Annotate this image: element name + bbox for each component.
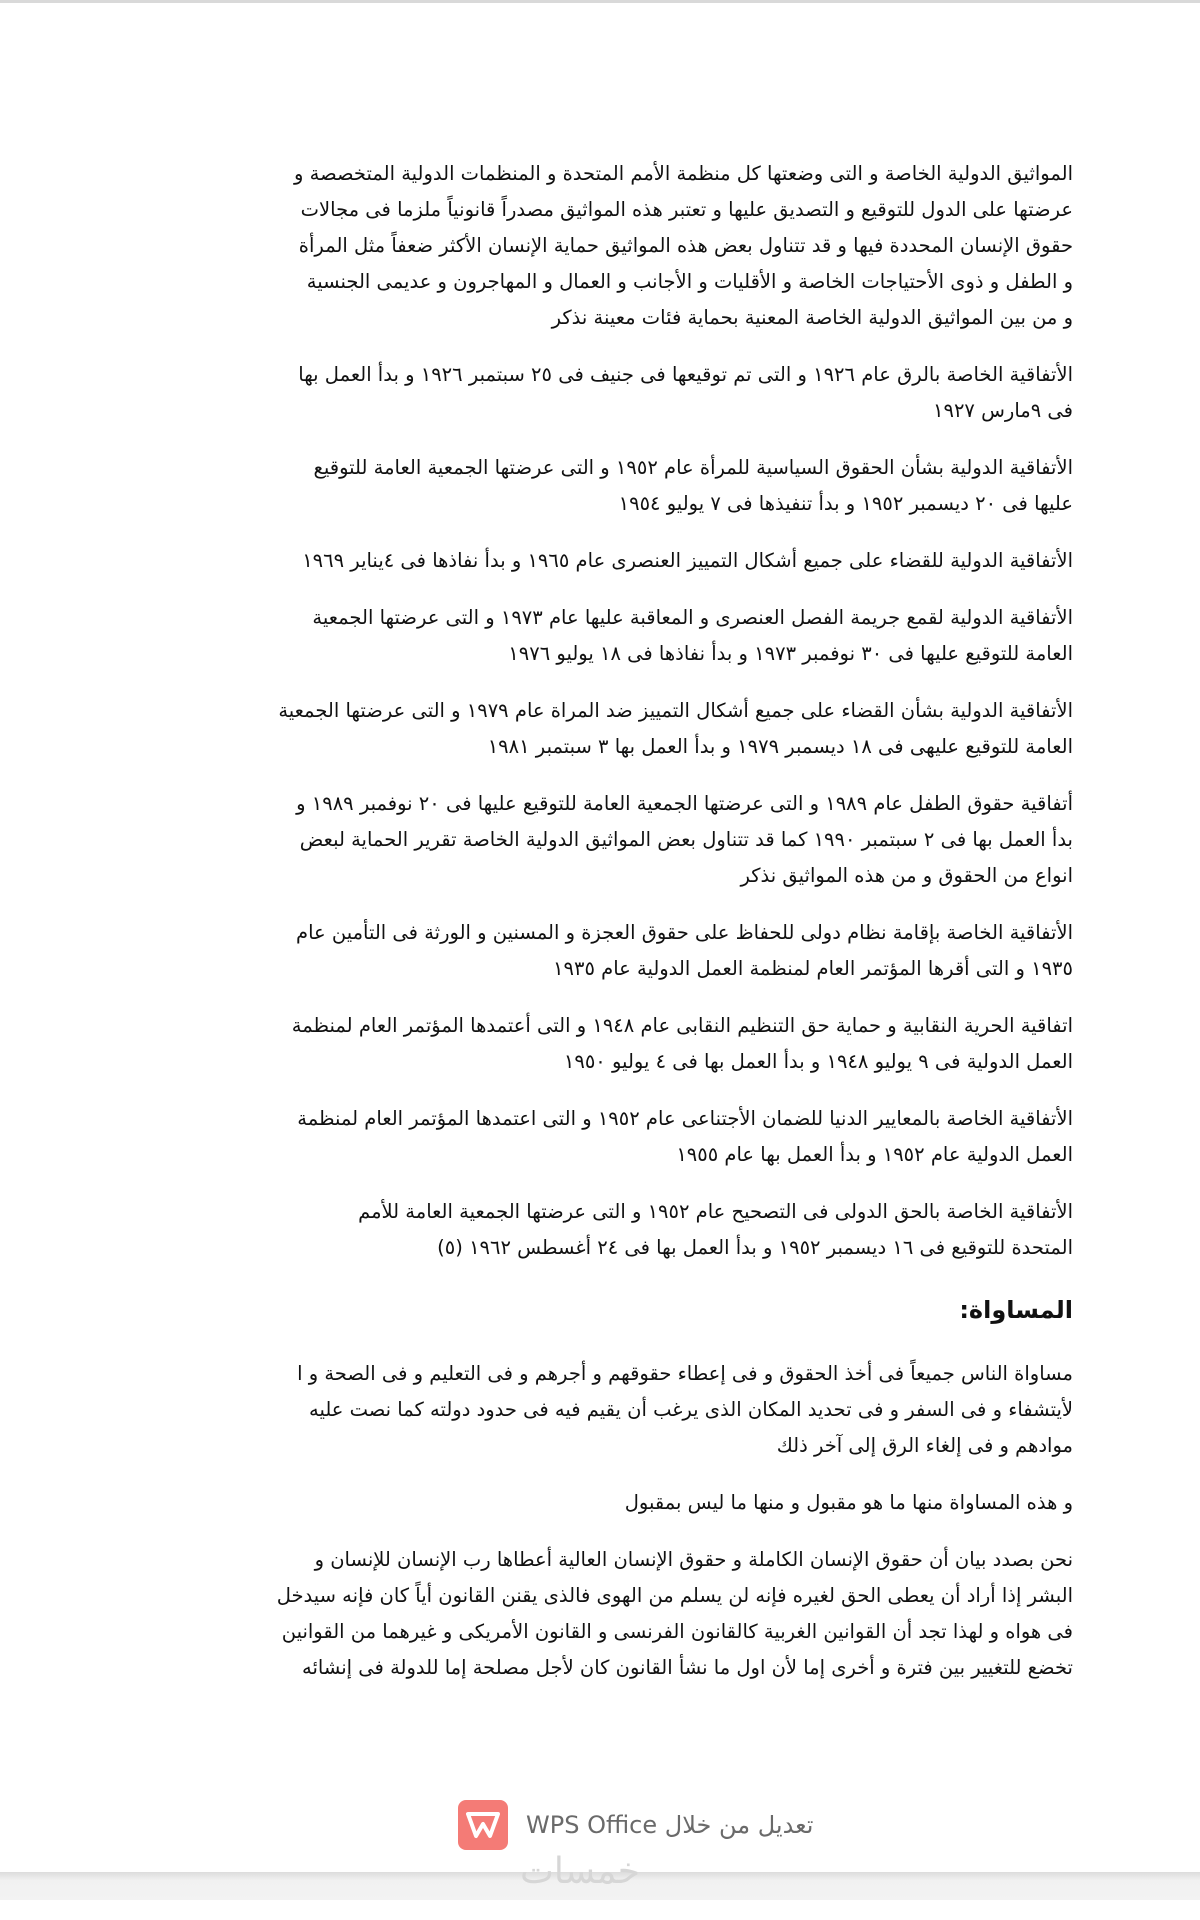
text-line: البشر إذا أراد أن يعطى الحق لغيره فإنه لن يسلم من الهوى فالذى يقنن القانون أياً كان فإنه سيدخل [276, 1584, 1073, 1607]
text-line: العامة للتوقيع عليهى فى ١٨ ديسمبر ١٩٧٩ و بدأ العمل بها ٣ سبتمبر ١٩٨١ [487, 735, 1073, 758]
text-line: الأتفاقية الدولية بشأن القضاء على جميع أشكال التمييز ضد المراة عام ١٩٧٩ و التى عرضتها الجمعية [278, 699, 1073, 722]
text-line: أتفاقية حقوق الطفل عام ١٩٨٩ و التى عرضتها الجمعية العامة للتوقيع عليها فى ٢٠ نوفمبر ١٩٨٩ و [296, 792, 1073, 815]
wps-office-banner[interactable] [458, 1800, 813, 1850]
paragraph [150, 1194, 1073, 1266]
paragraph [150, 156, 1073, 336]
text-line: مساواة الناس جميعاً فى أخذ الحقوق و فى إعطاء حقوقهم و أجرهم و فى التعليم و فى الصحة و ا [297, 1362, 1073, 1385]
text-line: حقوق الإنسان المحددة فيها و قد تتناول بعض هذه المواثيق حماية الإنسان الأكثر ضعفاً مثل المرأة [298, 234, 1073, 257]
paragraph [150, 450, 1073, 522]
document-page [150, 156, 1073, 1707]
text-line: نحن بصدد بيان أن حقوق الإنسان الكاملة و حقوق الإنسان العالية أعطاها رب الإنسان للإنسان و [314, 1548, 1073, 1571]
paragraph [150, 600, 1073, 672]
paragraph [150, 915, 1073, 987]
text-line: العمل الدولية عام ١٩٥٢ و بدأ العمل بها عام ١٩٥٥ [676, 1143, 1073, 1166]
paragraph [150, 786, 1073, 894]
paragraph [150, 1356, 1073, 1464]
text-line: ١٩٣٥ و التى أقرها المؤتمر العام لمنظمة العمل الدولية عام ١٩٣٥ [553, 957, 1073, 980]
paragraph [150, 543, 1073, 579]
text-line: الأتفاقية الخاصة بالحق الدولى فى التصحيح عام ١٩٥٢ و التى عرضتها الجمعية العامة للأمم [358, 1200, 1073, 1223]
paragraph [150, 1008, 1073, 1080]
text-line: و الطفل و ذوى الأحتياجات الخاصة و الأقليات و الأجانب و العمال و المهاجرون و عديمى الجنسية [306, 270, 1073, 293]
text-line: موادهم و فى إلغاء الرق إلى آخر ذلك [776, 1434, 1073, 1457]
text-line: العامة للتوقيع عليها فى ٣٠ نوفمبر ١٩٧٣ و بدأ نفاذها فى ١٨ يوليو ١٩٧٦ [508, 642, 1073, 665]
text-line: فى هواه و لهذا تجد أن القوانين الغربية كالقانون الفرنسى و القانون الأمريكى و غيرهما من القوانين [281, 1620, 1073, 1643]
wps-logo-icon [458, 1800, 508, 1850]
paragraph [150, 1542, 1073, 1686]
text-line: انواع من الحقوق و من هذه المواثيق نذكر [740, 864, 1073, 887]
paragraph [150, 1485, 1073, 1521]
text-line: الأتفاقية الدولية بشأن الحقوق السياسية للمرأة عام ١٩٥٢ و التى عرضتها الجمعية العامة للتوقيع [313, 456, 1073, 479]
text-line: عليها فى ٢٠ ديسمبر ١٩٥٢ و بدأ تنفيذها فى ٧ يوليو ١٩٥٤ [618, 492, 1073, 515]
section-heading: المساواة: [959, 1296, 1073, 1324]
paragraph [150, 1101, 1073, 1173]
text-line: و من بين المواثيق الدولية الخاصة المعنية بحماية فئات معينة نذكر [551, 306, 1073, 329]
edit-with-wps-text: تعديل من خلال WPS Office [526, 1811, 814, 1839]
paragraph [150, 693, 1073, 765]
text-line: الأتفاقية الخاصة بإقامة نظام دولى للحفاظ على حقوق العجزة و المسنين و الورثة فى التأمين عام [296, 921, 1073, 944]
text-line: تخضع للتغيير بين فترة و أخرى إما لأن اول ما نشأ القانون كان لأجل مصلحة إما للدولة فى إنشائه [302, 1656, 1073, 1679]
text-line: الأتفاقية الدولية للقضاء على جميع أشكال التمييز العنصرى عام ١٩٦٥ و بدأ نفاذها فى ٤يناير ١٩٦٩ [302, 549, 1073, 572]
top-border [0, 0, 1200, 3]
text-line: و هذه المساواة منها ما هو مقبول و منها ما ليس بمقبول [624, 1491, 1073, 1514]
text-line: المتحدة للتوقيع فى ١٦ ديسمبر ١٩٥٢ و بدأ العمل بها فى ٢٤ أغسطس ١٩٦٢ (٥) [437, 1236, 1073, 1259]
text-line: العمل الدولية فى ٩ يوليو ١٩٤٨ و بدأ العمل بها فى ٤ يوليو ١٩٥٠ [563, 1050, 1073, 1073]
text-line: بدأ العمل بها فى ٢ سبتمبر ١٩٩٠ كما قد تتناول بعض المواثيق الدولية الخاصة تقرير الحماية لبعض [299, 828, 1073, 851]
text-line: فى ٩مارس ١٩٢٧ [933, 399, 1073, 422]
text-line: اتفاقية الحرية النقابية و حماية حق التنظيم النقابى عام ١٩٤٨ و التى أعتمدها المؤتمر العام لمنظمة [291, 1014, 1073, 1037]
text-line: لأيتشفاء و فى السفر و فى تحديد المكان الذى يرغب أن يقيم فيه فى حدود دولته كما نصت عليه [308, 1398, 1073, 1421]
paragraph [150, 357, 1073, 429]
text-line: الأتفاقية الخاصة بالرق عام ١٩٢٦ و التى تم توقيعها فى جنيف فى ٢٥ سبتمبر ١٩٢٦ و بدأ العمل بها [298, 363, 1073, 386]
text-line: المواثيق الدولية الخاصة و التى وضعتها كل منظمة الأمم المتحدة و المنظمات الدولية المتخصصة و [294, 162, 1073, 185]
text-line: الأتفاقية الدولية لقمع جريمة الفصل العنصرى و المعاقبة عليها عام ١٩٧٣ و التى عرضتها الجمعية [312, 606, 1073, 629]
text-line: عرضتها على الدول للتوقيع و التصديق عليها و تعتبر هذه المواثيق مصدراً قانونياً ملزما فى مجالات [300, 198, 1073, 221]
text-line: الأتفاقية الخاصة بالمعايير الدنيا للضمان الأجتناعى عام ١٩٥٢ و التى اعتمدها المؤتمر العام لمنظمة [297, 1107, 1073, 1130]
watermark: خمسات [520, 1851, 641, 1892]
